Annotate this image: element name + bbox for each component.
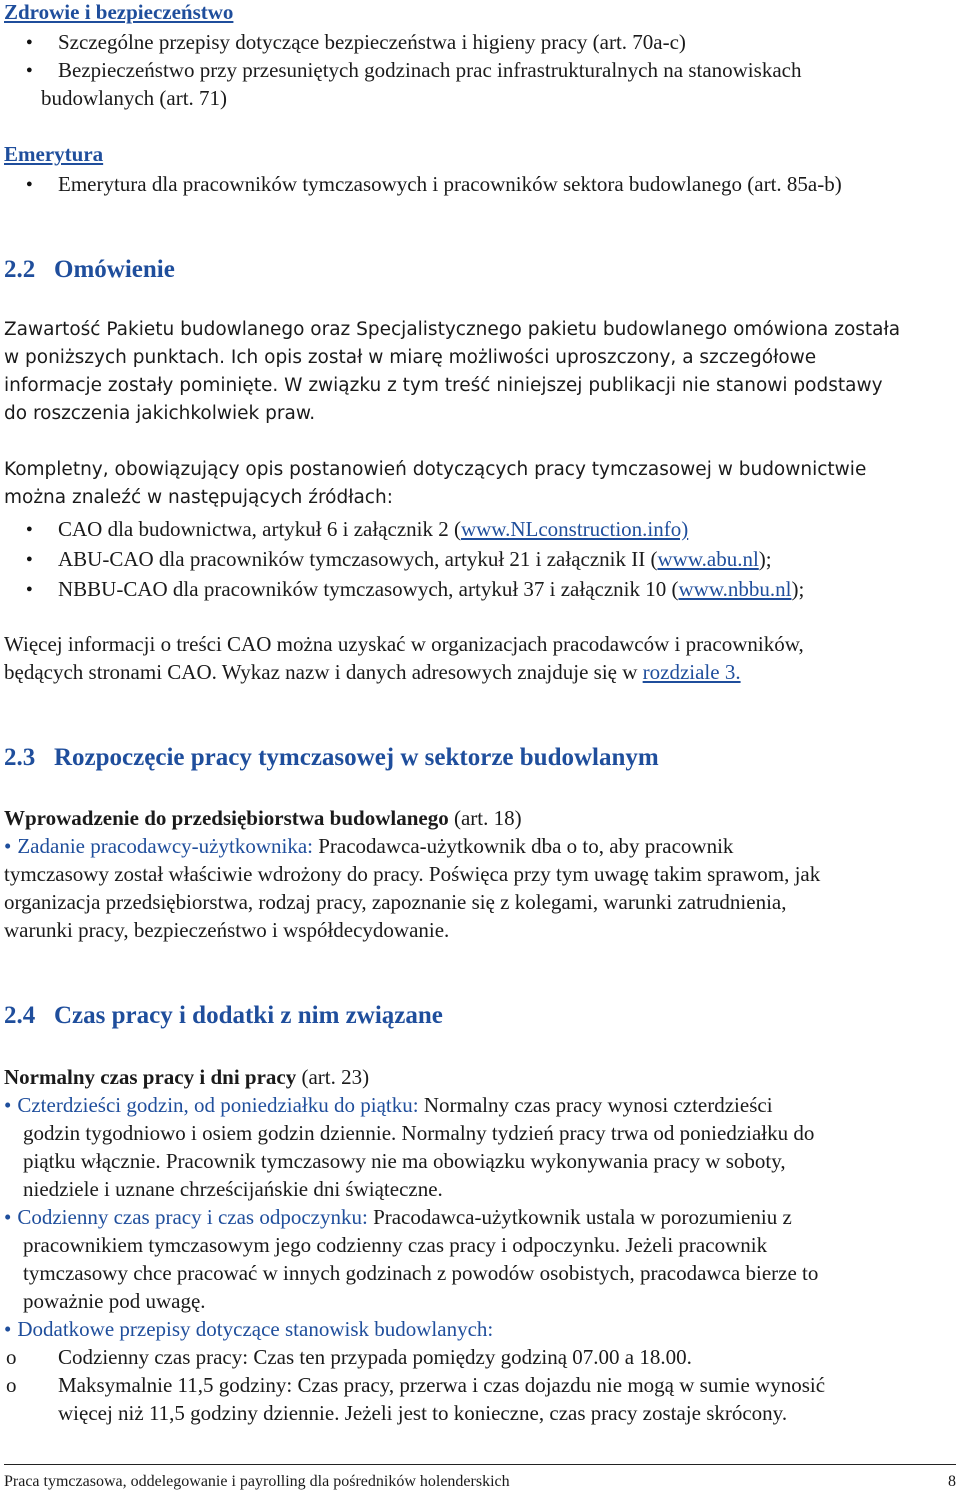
source-item [0, 574, 804, 604]
bullet-marker: • [4, 1205, 12, 1229]
text-line: niedziele i uznane chrześcijańskie dni świąteczne. [23, 1177, 443, 1201]
list-emerytura [0, 170, 842, 198]
paragraph-sources-intro [4, 456, 956, 512]
item-label: Codzienny czas pracy i czas odpoczynku: [17, 1205, 368, 1229]
text-line: Więcej informacji o treści CAO można uzyskać w organizacjach pracodawców i pracowników, [4, 632, 804, 656]
text-line: organizacja przedsiębiorstwa, rodzaj pracy, zapoznanie się z kolegami, warunki zatrudnienia, [4, 890, 787, 914]
source-text: NBBU-CAO dla pracowników tymczasowych, artykuł 37 i załącznik 10 ( [58, 577, 679, 601]
text-line: Kompletny, obowiązujący opis postanowień dotyczących pracy tymczasowej w budownictwie [4, 459, 867, 480]
source-link[interactable]: www.abu.nl [657, 547, 759, 571]
heading-zdrowie[interactable]: Zdrowie i bezpieczeństwo [4, 0, 234, 24]
source-text: CAO dla budownictwa, artykuł 6 i załącznik 2 ( [58, 517, 461, 541]
item-label: Czterdzieści godzin, od poniedziałku do piątku: [17, 1093, 419, 1117]
text-line: Maksymalnie 11,5 godziny: Czas pracy, przerwa i czas dojazdu nie mogą w sumie wynosić [58, 1373, 826, 1397]
section-number: 2.4 [4, 1002, 36, 1029]
text-line: Normalny czas pracy wynosi czterdzieści [418, 1093, 773, 1117]
paragraph-more-info [4, 630, 956, 686]
sublist-item [0, 1343, 825, 1371]
section-number: 2.3 [4, 744, 36, 771]
list-item: ● Emerytura dla pracowników tymczasowych i pracowników sektora budowlanego (art. 85a-b) [0, 170, 842, 198]
subheading: Wprowadzenie do przedsiębiorstwa budowlanego [4, 806, 449, 830]
article-ref: (art. 18) [448, 806, 522, 830]
source-link[interactable]: www.nbbu.nl [678, 577, 792, 601]
text-line: będących stronami CAO. Wykaz nazw i danych adresowych znajduje się w [4, 660, 643, 684]
list-item-continuation: budowlanych (art. 71) [41, 86, 228, 110]
source-text: ABU-CAO dla pracowników tymczasowych, artykuł 21 i załącznik II ( [58, 547, 658, 571]
heading-emerytura[interactable]: Emerytura [4, 142, 104, 166]
paragraph-omowienie [4, 316, 956, 428]
sublist-item-continuation [0, 1399, 825, 1427]
section-number: 2.2 [4, 256, 36, 283]
article-ref: (art. 23) [296, 1065, 370, 1089]
footer-title: Praca tymczasowa, oddelegowanie i payrolling dla pośredników holenderskich [4, 1473, 510, 1490]
section-heading-2-4 [4, 1002, 443, 1030]
list-item: ● Szczególne przepisy dotyczące bezpieczeństwa i higieny pracy (art. 70a-c) [0, 28, 801, 56]
text-line: godzin tygodniowo i osiem godzin dziennie. Normalny tydzień pracy trwa od poniedziałku do [23, 1121, 815, 1145]
chapter-link[interactable]: rozdziale 3. [642, 660, 741, 684]
list-sources [0, 514, 804, 604]
text-line: można znaleźć w następujących źródłach: [4, 487, 393, 508]
text-line: W związku z tym treść niniejszej publikacji nie stanowi podstawy [284, 375, 883, 396]
text-line: informacje zostały pominięte. [4, 375, 279, 396]
sublist-marker: o [6, 1373, 17, 1397]
sublist-marker: o [6, 1345, 17, 1369]
paragraph-czas-pracy [4, 1063, 956, 1343]
source-item [0, 544, 804, 574]
text-line: Ich opis został w miarę możliwości uproszczony, a szczegółowe [230, 347, 817, 368]
bullet-marker: • [4, 1317, 12, 1341]
text-line: warunki pracy, bezpieczeństwo i współdecydowanie. [4, 918, 450, 942]
footer-rule [4, 1464, 956, 1465]
page-footer [4, 1471, 956, 1493]
text-line: w poniższych punktach. [4, 347, 225, 368]
source-text: ); [758, 547, 772, 571]
bullet-marker: • [4, 834, 12, 858]
text-line: tymczasowy został właściwie wdrożony do pracy. Poświęca przy tym uwagę takim sprawom, jak [4, 862, 821, 886]
text-line: poważnie pod uwagę. [23, 1289, 206, 1313]
bullet-marker: • [4, 1093, 12, 1117]
text-line: piątku włącznie. Pracownik tymczasowy nie ma obowiązku wykonywania pracy w soboty, [23, 1149, 786, 1173]
page-number: 8 [948, 1473, 956, 1490]
text-line: Codzienny czas pracy: Czas ten przypada pomiędzy godziną 07.00 a 18.00. [58, 1345, 692, 1369]
paragraph-wprowadzenie [4, 804, 956, 944]
subheading: Normalny czas pracy i dni pracy [4, 1065, 297, 1089]
section-heading-2-2 [4, 256, 175, 284]
text-line: Pracodawca-użytkownik ustala w porozumieniu z [367, 1205, 792, 1229]
item-label: Dodatkowe przepisy dotyczące stanowisk budowlanych: [17, 1317, 494, 1341]
text-line: więcej niż 11,5 godziny dziennie. Jeżeli jest to konieczne, czas pracy zostaje skrócony. [58, 1401, 788, 1425]
text-line: Pracodawca-użytkownik dba o to, aby pracownik [312, 834, 734, 858]
list-zdrowie [0, 28, 801, 84]
sublist-item [0, 1371, 825, 1399]
text-line: tymczasowy chce pracować w innych godzinach z powodów osobistych, pracodawca bierze to [23, 1261, 819, 1285]
sublist-construction-rules [0, 1343, 825, 1427]
source-item [0, 514, 804, 544]
section-heading-2-3 [4, 744, 659, 772]
section-title: Rozpoczęcie pracy tymczasowej w sektorze budowlanym [54, 744, 659, 771]
section-title: Czas pracy i dodatki z nim związane [54, 1002, 443, 1029]
source-text: ); [791, 577, 805, 601]
section-title: Omówienie [54, 256, 175, 283]
list-item: ● Bezpieczeństwo przy przesuniętych godzinach prac infrastrukturalnych na stanowiskach [0, 56, 801, 84]
text-line: pracownikiem tymczasowym jego codzienny czas pracy i odpoczynku. Jeżeli pracownik [23, 1233, 768, 1257]
source-link[interactable]: www.NLconstruction.info) [460, 517, 689, 541]
text-line: Zawartość Pakietu budowlanego oraz Specjalistycznego pakietu budowlanego omówiona została [4, 319, 901, 340]
item-label: Zadanie pracodawcy-użytkownika: [17, 834, 313, 858]
text-line: do roszczenia jakichkolwiek praw. [4, 403, 316, 424]
